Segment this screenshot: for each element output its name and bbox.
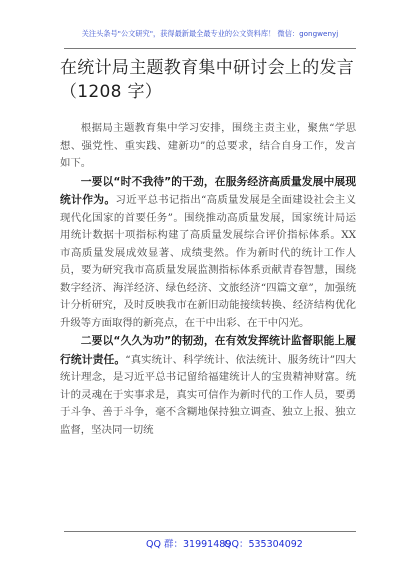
section-2-body: “真实统计、科学统计、依法统计、服务统计”四大统计理念，是习近平总书记留给福建统计人的宝贵精神财富。统计的灵魂在于实事求是，真实可信作为新时代的工作人员，要勇于斗争、善于斗争，毫不含糊地保持独立调查、独立上报、独立监督，坚决同一切统 <box>60 353 357 436</box>
banner-text: 关注头条号"公文研究"，获得最新最全最专业的公文资料库！ 微信：gongwenyj <box>81 29 339 38</box>
footer-qq-contact: QQ：535304092 <box>224 539 303 550</box>
section-1-lead: 一要以“时不我待”的干劲，在服务经济高质量发展中展现统计作为。 <box>60 174 356 206</box>
section-1-paragraph <box>60 173 356 333</box>
footer-qq-group: QQ 群：31991489 <box>146 539 232 550</box>
title-text: 在统计局主题教育集中研讨会上的发言 <box>60 58 355 78</box>
section-2-paragraph <box>60 332 356 439</box>
section-1-body: 习近平总书记指出“高质量发展是全面建设社会主义现代化国家的首要任务”。围绕推动高质量发展，国家统计局运用统计数据十项指标构建了高质量发展综合评价指标体系。XX 市高质量发展成效显著、成绩斐然。作为新时代的统计工作人员，要为研究我市高质量发展监测指标体系贡献青春智慧，围绕数字经济、海洋经济、绿色经济、文旅经济“四篇文章”，加强统计分析研究，及时反映我市在新旧动能接续转换、经济结构优化升级等方面取得的新亮点，在干中出彩、在干中闪光。 <box>60 194 357 329</box>
word-count: （1208 字） <box>60 82 163 102</box>
header-banner <box>64 20 356 49</box>
section-2-lead: 二要以“久久为功”的韧劲，在有效发挥统计监督职能上履行统计责任。 <box>60 334 356 366</box>
footer <box>64 531 356 550</box>
intro-paragraph: 根据局主题教育集中学习安排，围绕主责主业，聚焦“学思想、强党性、重实践、建新功”的总要求，结合自身工作，发言如下。 <box>60 122 356 169</box>
document-title <box>60 56 380 104</box>
document-body <box>60 116 356 439</box>
